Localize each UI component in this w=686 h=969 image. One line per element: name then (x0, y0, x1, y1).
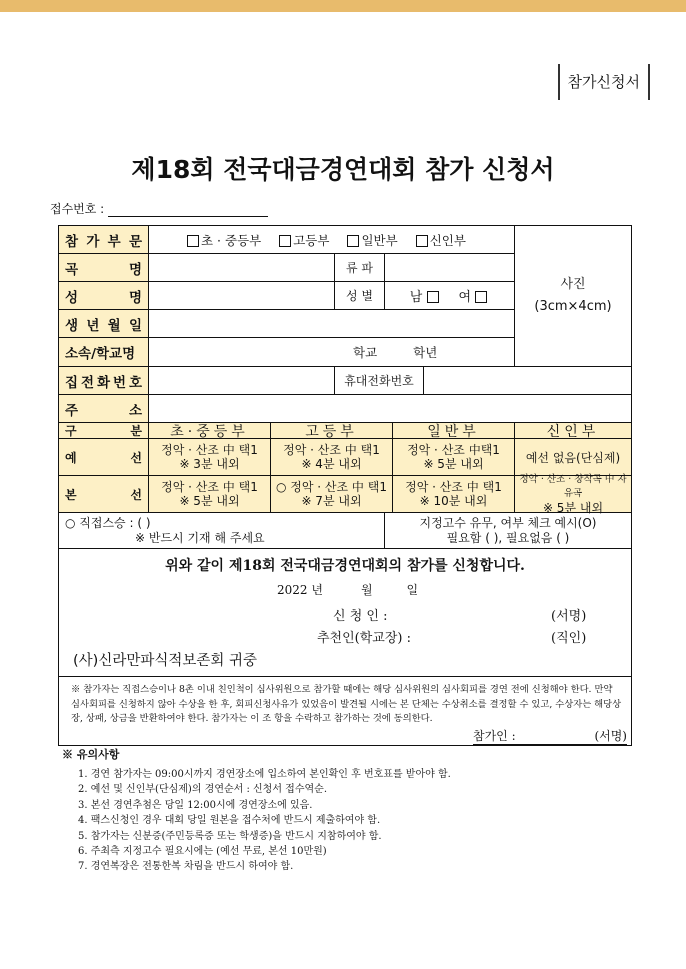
phone-row (59, 367, 631, 395)
prelim-cell: 정악 · 산조 中 택1 ※ 4분 내외 (271, 439, 393, 475)
list-item: 1. 경연 참가자는 09:00시까지 경연장소에 입소하여 본인확인 후 번호표를 받아야 함. (78, 769, 451, 780)
division-option[interactable]: 신인부 (416, 231, 466, 249)
affiliation-row (59, 338, 514, 366)
prelim-cell: 예선 없음(단심제) (515, 439, 631, 475)
applicant-fields (59, 226, 515, 366)
list-item: 5. 참가자는 신분증(주민등록증 또는 학생증)을 반드시 지참하여야 함. (78, 830, 382, 842)
piece-label: 곡 명 (59, 254, 149, 281)
division-label: 참 가 부 문 (59, 226, 149, 253)
photo-label: 사진 (560, 277, 586, 292)
mobile-input[interactable] (424, 367, 631, 394)
prelim-cell: 정악 · 산조 中택1 ※ 5분 내외 (393, 439, 515, 475)
top-accent-bar (0, 0, 686, 12)
name-row (59, 282, 514, 310)
final-cell: ○ 정악 · 산조 中 택1 ※ 7분 내외 (271, 476, 393, 512)
photo-size: (3cm×4cm) (534, 299, 612, 314)
address-row (59, 395, 631, 423)
checkbox[interactable] (279, 235, 291, 247)
recommender-seal[interactable]: (직인) (551, 631, 587, 646)
name-input[interactable] (149, 282, 335, 309)
applicant-label: 신 청 인 : (333, 609, 388, 624)
participant-signature[interactable]: 참가인 : (서명) (473, 729, 627, 743)
fine-print: ※ 참가자는 직접스승이나 8촌 이내 친인척이 심사위원으로 참가할 때에는 해당 심사위원의 심사회피를 경연 전에 신청해야 한다. 만약 심사회피를 신청하지 않아 수상을 한 후, 회피신청사유가 있었음이 발견될 시에는 본 단체는 수상취소를 결정할 수 있고, 수상자는 해당상장, 상패, 상금을 반환하여야 한다. 참가자는 이 조 항을 수락하고 참가하는 것에 동의한다. (71, 684, 622, 724)
address-label: 주 소 (59, 395, 149, 422)
final-cell: 정악 · 산조 中 택1 ※ 10분 내외 (393, 476, 515, 512)
gender-options (385, 282, 514, 309)
mobile-label: 휴대전화번호 (335, 367, 424, 394)
style-label: 류 파 (335, 254, 385, 281)
teacher-row (59, 513, 631, 549)
affiliation-label: 소속/학교명 (59, 338, 149, 366)
final-cell: 정악 · 산조 · 창작곡 中 자유곡 ※ 5분 내외 (515, 476, 631, 512)
piece-input[interactable] (149, 254, 335, 281)
category-header: 고등부 (271, 423, 393, 438)
gender-label: 성 별 (335, 282, 385, 309)
affiliation-input[interactable]: 학교 학년 (353, 345, 438, 360)
teacher-line: ○ 직접스승 : ( ) (65, 515, 151, 530)
applicant-info-block (59, 226, 631, 367)
gender-male[interactable]: 남 (410, 286, 441, 305)
category-label: 구 분 (59, 423, 149, 438)
final-cell: 정악 · 산조 中 택1 ※ 5분 내외 (149, 476, 271, 512)
checkbox[interactable] (347, 235, 359, 247)
teacher-note: ※ 반드시 기재 해 주세요 (135, 530, 265, 545)
phone-input[interactable] (149, 367, 335, 394)
notes-heading: ※ 유의사항 (62, 748, 120, 761)
list-item: 4. 팩스신청인 경우 대회 당일 원본을 접수처에 반드시 제출하여야 함. (78, 815, 381, 827)
gender-female[interactable]: 여 (459, 286, 490, 305)
list-item: 3. 본선 경연추첨은 당일 12:00시에 경연장소에 있음. (78, 799, 313, 811)
date-line: 2022 년 월 일 (277, 583, 419, 597)
final-label: 본 선 (59, 476, 149, 512)
receipt-number (50, 200, 268, 217)
list-item: 7. 경연복장은 전통한복 차림을 반드시 하여야 함. (78, 861, 294, 873)
checkbox[interactable] (187, 235, 199, 247)
notes-list (62, 767, 451, 875)
applicant-sign[interactable]: (서명) (551, 609, 587, 624)
name-label: 성 명 (59, 282, 149, 309)
birth-input[interactable] (149, 310, 514, 337)
receipt-label: 접수번호 : (50, 202, 105, 216)
checkbox[interactable] (416, 235, 428, 247)
prelim-row (59, 439, 631, 476)
list-item: 2. 예선 및 신인부(단심제)의 경연순서 : 신청서 접수역순. (78, 784, 328, 796)
division-option[interactable]: 고등부 (279, 231, 329, 249)
list-item: 6. 주최측 지정고수 필요시에는 (예선 무료, 본선 10만원) (78, 846, 327, 858)
fine-print-block (59, 677, 631, 745)
division-option[interactable]: 일반부 (347, 231, 397, 249)
designated-drummer-field[interactable]: 지정고수 유무, 여부 체크 예시(O) 필요함 ( ), 필요없음 ( ) (419, 515, 597, 545)
teacher-field[interactable] (59, 513, 385, 548)
final-row (59, 476, 631, 513)
birth-row (59, 310, 514, 338)
prelim-label: 예 선 (59, 439, 149, 475)
category-header: 일반부 (393, 423, 515, 438)
division-row (59, 226, 514, 254)
division-option[interactable]: 초 · 중등부 (187, 231, 261, 249)
application-form (58, 225, 632, 746)
declaration-block (59, 549, 631, 677)
category-header: 초·중등부 (149, 423, 271, 438)
page-title: 제18회 전국대금경연대회 참가 신청서 (131, 155, 555, 184)
recommender-label: 추천인(학교장) : (317, 631, 412, 646)
address-input[interactable] (149, 395, 631, 422)
style-input[interactable] (385, 254, 514, 281)
document-tag: 참가신청서 (558, 64, 650, 100)
receipt-input-line[interactable] (108, 205, 268, 217)
organization: (사)신라만파식적보존회 귀중 (73, 653, 258, 669)
checkbox[interactable] (427, 291, 439, 303)
photo-box (515, 226, 631, 366)
category-header-row (59, 423, 631, 439)
prelim-cell: 정악 · 산조 中 택1 ※ 3분 내외 (149, 439, 271, 475)
statement: 위와 같이 제18회 전국대금경연대회의 참가를 신청합니다. (165, 558, 525, 574)
notes (62, 746, 451, 875)
category-header: 신인부 (515, 423, 631, 438)
birth-label: 생 년 월 일 (59, 310, 149, 337)
checkbox[interactable] (475, 291, 487, 303)
piece-row (59, 254, 514, 282)
division-options (149, 226, 514, 253)
phone-label: 집 전 화 번 호 (59, 367, 149, 394)
